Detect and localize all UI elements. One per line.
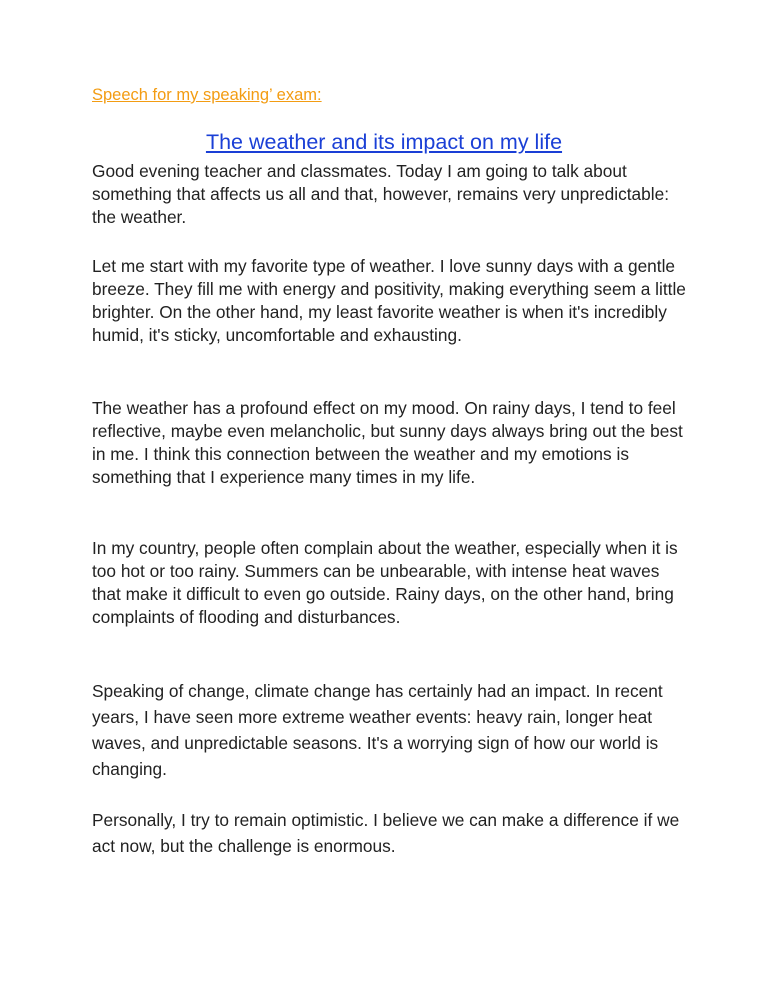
paragraph-climate-change: Speaking of change, climate change has certainly had an impact. In recent years, I have seen more extreme weather events: heavy rain, longer heat waves, and unpredictable seasons. It's a worrying sign of how our world is changing. — [92, 681, 663, 779]
paragraph-mood: The weather has a profound effect on my mood. On rainy days, I tend to feel reflective, maybe even melancholic, but sunny days always bring out the best in me. I think this connection between the weather and my emotions is something that I experience many times in my life. — [92, 398, 683, 487]
paragraph-conclusion: Personally, I try to remain optimistic. I believe we can make a difference if we act now, but the challenge is enormous. — [92, 810, 680, 856]
speech-title: The weather and its impact on my life — [205, 130, 563, 154]
paragraph-intro: Good evening teacher and classmates. Today I am going to talk about something that affects us all and that, however, remains very unpredictable: the weather. — [92, 161, 670, 227]
paragraph-favorite-weather: Let me start with my favorite type of weather. I love sunny days with a gentle breeze. They fill me with energy and positivity, making everything seem a little brighter. On the other hand, my least favorite weather is when it's incredibly humid, it's sticky, uncomfortable and exhausting. — [92, 256, 686, 345]
paragraph-country: In my country, people often complain about the weather, especially when it is too hot or too rainy. Summers can be unbearable, with intense heat waves that make it difficult to even go outside. Rainy days, on the other hand, bring complaints of flooding and disturbances. — [92, 538, 678, 627]
speech-label: Speech for my speaking’ exam: — [92, 86, 322, 104]
